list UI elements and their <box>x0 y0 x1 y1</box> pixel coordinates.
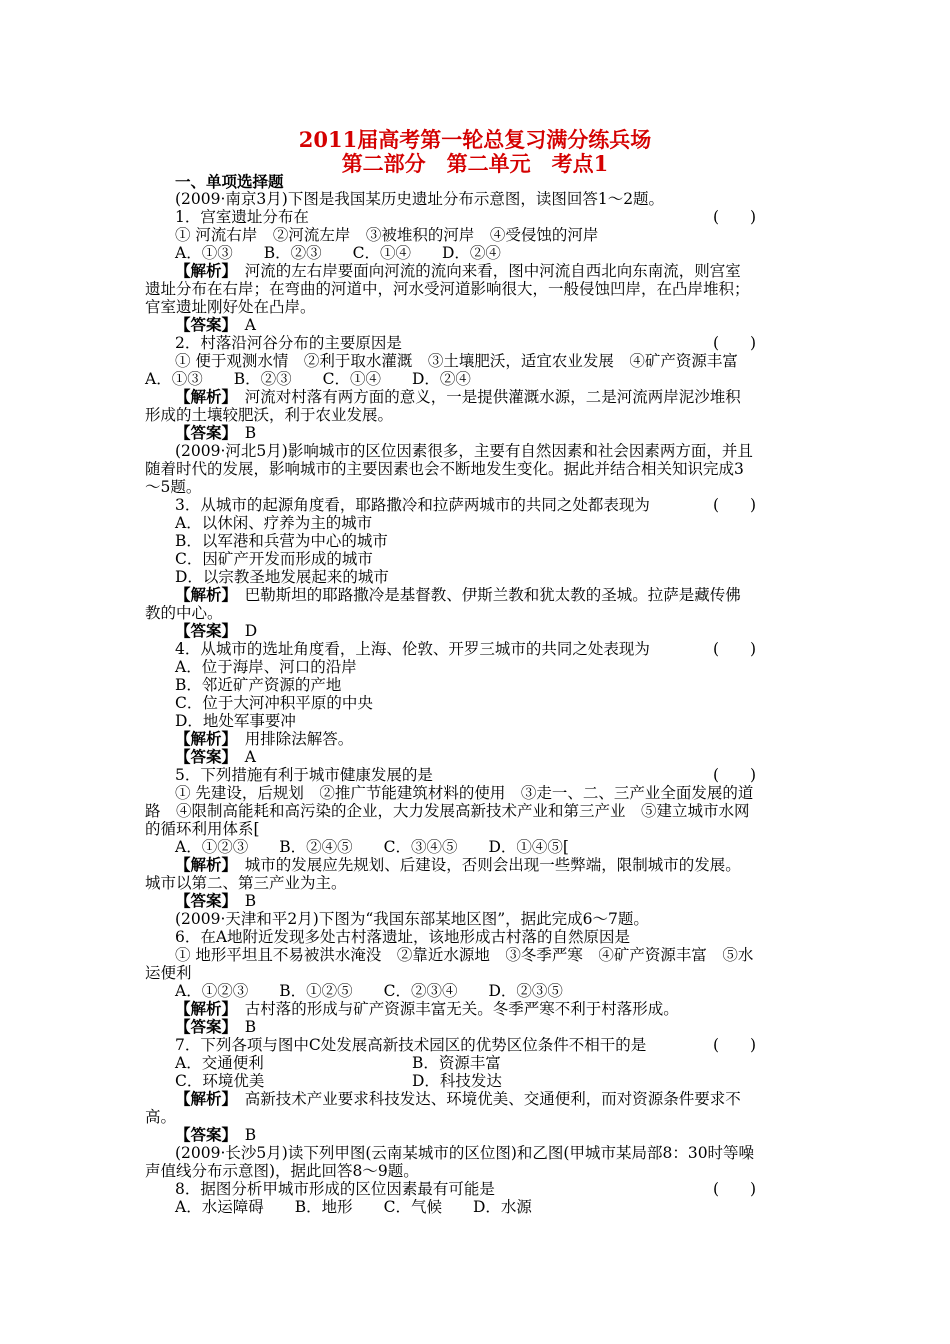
explanation-text: 城市以第二、第三产业为主。 <box>145 874 347 892</box>
question-1: 1．宫室遗址分布在 <box>175 208 309 226</box>
option-a: A．位于海岸、河口的沿岸 <box>175 658 357 676</box>
question-choices: A．①②③ B．②④⑤ C．③④⑤ D．①④⑤[ <box>175 838 569 856</box>
explanation-text: 高。 <box>145 1108 177 1126</box>
answer-tag: 【答案】 <box>175 315 230 334</box>
answer-blank: ( ) <box>713 640 757 658</box>
explanation: 【解析】 用排除法解答。 <box>175 729 354 748</box>
explanation-text: 官室遗址刚好处在凸岸。 <box>145 298 316 316</box>
intro-text: (2009·南京3月)下图是我国某历史遗址分布示意图，读图回答1～2题。 <box>175 190 665 208</box>
explanation: 【解析】 河流的左右岸要面向河流的流向来看，图中河流自西北向东南流，则宫室 <box>175 261 741 280</box>
answer: 【答案】 A <box>175 315 256 334</box>
explanation: 【解析】 城市的发展应先规划、后建设，否则会出现一些弊端，限制城市的发展。 <box>175 855 741 874</box>
answer-tag: 【答案】 <box>175 891 230 910</box>
document-title: 2011届高考第一轮总复习满分练兵场 <box>298 127 652 152</box>
question-choices: A．①③ B．②③ C．①④ D．②④ <box>175 244 501 262</box>
option-b: B．以军港和兵营为中心的城市 <box>175 532 388 550</box>
explanation: 【解析】 高新技术产业要求科技发达、环境优美、交通便利，而对资源条件要求不 <box>175 1089 741 1108</box>
question-7: 7．下列各项与图中C处发展高新技术园区的优势区位条件不相干的是 <box>175 1036 647 1054</box>
question-options: ① 先建设，后规划 ②推广节能建筑材料的使用 ③走一、二、三产业全面发展的道 <box>175 784 754 802</box>
explanation: 【解析】 河流对村落有两方面的意义，一是提供灌溉水源，二是河流两岸泥沙堆积 <box>175 387 741 406</box>
intro-text: 随着时代的发展，影响城市的主要因素也会不断地发生变化。据此并结合相关知识完成3 <box>145 460 744 478</box>
intro-text: 声值线分布示意图)，据此回答8～9题。 <box>145 1162 419 1180</box>
question-6: 6．在A地附近发现多处古村落遗址，该地形成古村落的自然原因是 <box>175 928 631 946</box>
answer-tag: 【答案】 <box>175 1017 230 1036</box>
answer: 【答案】 B <box>175 1125 257 1144</box>
answer: 【答案】 B <box>175 1017 257 1036</box>
option-a: A．交通便利 <box>175 1054 264 1072</box>
question-options: 的循环利用体系[ <box>145 820 260 838</box>
question-choices: A．①②③ B．①②⑤ C．②③④ D．②③⑤ <box>175 982 563 1000</box>
option-a: A．以休闲、疗养为主的城市 <box>175 514 373 532</box>
question-8: 8．据图分析甲城市形成的区位因素最有可能是 <box>175 1180 495 1198</box>
question-options: 运便利 <box>145 964 192 982</box>
explanation: 【解析】 巴勒斯坦的耶路撒冷是基督教、伊斯兰教和犹太教的圣城。拉萨是藏传佛 <box>175 585 741 604</box>
option-c: C．位于大河冲积平原的中央 <box>175 694 373 712</box>
option-b: B．资源丰富 <box>412 1054 501 1072</box>
explanation-tag: 【解析】 <box>175 855 230 874</box>
answer-tag: 【答案】 <box>175 1125 230 1144</box>
option-d: D．科技发达 <box>412 1072 502 1090</box>
question-3: 3．从城市的起源角度看，耶路撒冷和拉萨两城市的共同之处都表现为 <box>175 496 650 514</box>
question-choices: A．①③ B．②③ C．①④ D．②④ <box>145 370 471 388</box>
question-5: 5．下列措施有利于城市健康发展的是 <box>175 766 433 784</box>
answer: 【答案】 B <box>175 891 257 910</box>
answer-blank: ( ) <box>713 1180 757 1198</box>
option-d: D．地处军事要冲 <box>175 712 296 730</box>
explanation-tag: 【解析】 <box>175 387 230 406</box>
answer: 【答案】 D <box>175 621 258 640</box>
option-b: B．邻近矿产资源的产地 <box>175 676 342 694</box>
explanation-text: 教的中心。 <box>145 604 223 622</box>
section-heading: 一、单项选择题 <box>175 172 284 191</box>
question-options: 路 ④限制高能耗和高污染的企业，大力发展高新技术产业和第三产业 ⑤建立城市水网 <box>145 802 750 820</box>
answer-blank: ( ) <box>713 334 757 352</box>
answer: 【答案】 B <box>175 423 257 442</box>
answer-tag: 【答案】 <box>175 423 230 442</box>
answer-tag: 【答案】 <box>175 747 230 766</box>
answer: 【答案】 A <box>175 747 256 766</box>
question-options: ① 便于观测水情 ②利于取水灌溉 ③土壤肥沃，适宜农业发展 ④矿产资源丰富 <box>175 352 738 370</box>
answer-blank: ( ) <box>713 208 757 226</box>
explanation-tag: 【解析】 <box>175 1089 230 1108</box>
explanation-tag: 【解析】 <box>175 585 230 604</box>
explanation: 【解析】 古村落的形成与矿产资源丰富无关。冬季严寒不利于村落形成。 <box>175 999 679 1018</box>
question-4: 4．从城市的选址角度看，上海、伦敦、开罗三城市的共同之处表现为 <box>175 640 650 658</box>
question-2: 2．村落沿河谷分布的主要原因是 <box>175 334 402 352</box>
explanation-tag: 【解析】 <box>175 999 230 1018</box>
answer-blank: ( ) <box>713 496 757 514</box>
explanation-text: 形成的土壤较肥沃，利于农业发展。 <box>145 406 394 424</box>
option-c: C．环境优美 <box>175 1072 265 1090</box>
document-subtitle: 第二部分 第二单元 考点1 <box>341 151 609 176</box>
answer-tag: 【答案】 <box>175 621 230 640</box>
option-c: C．因矿产开发而形成的城市 <box>175 550 373 568</box>
question-options: ① 河流右岸 ②河流左岸 ③被堆积的河岸 ④受侵蚀的河岸 <box>175 226 599 244</box>
explanation-tag: 【解析】 <box>175 729 230 748</box>
explanation-text: 遗址分布在右岸；在弯曲的河道中，河水受河道影响很大，一般侵蚀凹岸，在凸岸堆积； <box>145 280 750 298</box>
answer-blank: ( ) <box>713 1036 757 1054</box>
intro-text: (2009·天津和平2月)下图为“我国东部某地区图”，据此完成6～7题。 <box>175 910 649 928</box>
intro-text: ～5题。 <box>145 478 202 496</box>
answer-blank: ( ) <box>713 766 757 784</box>
intro-text: (2009·河北5月)影响城市的区位因素很多，主要有自然因素和社会因素两方面，并且 <box>175 442 753 460</box>
option-d: D．以宗教圣地发展起来的城市 <box>175 568 389 586</box>
question-options: ① 地形平坦且不易被洪水淹没 ②靠近水源地 ③冬季严寒 ④矿产资源丰富 ⑤水 <box>175 946 754 964</box>
intro-text: (2009·长沙5月)读下列甲图(云南某城市的区位图)和乙图(甲城市某局部8：30时等噪 <box>175 1144 755 1162</box>
question-choices: A．水运障碍 B．地形 C．气候 D．水源 <box>175 1198 532 1216</box>
explanation-tag: 【解析】 <box>175 261 230 280</box>
